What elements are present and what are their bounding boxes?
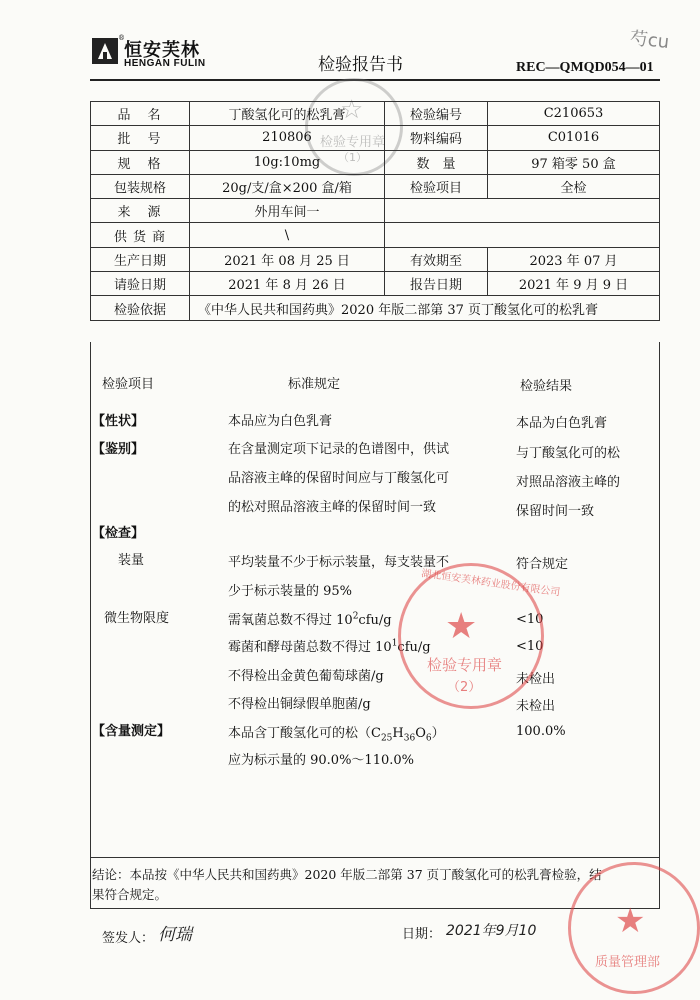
- assay-o: O: [415, 726, 426, 741]
- registered-mark: ®: [118, 34, 125, 42]
- micro-staph-result: 未检出: [516, 672, 556, 687]
- fill-standard-2: 少于标示装量的 95%: [228, 584, 353, 599]
- assay-sub-c: 25: [380, 733, 393, 744]
- row-product: [91, 102, 660, 126]
- conclusion-line-2: 果符合规定。: [92, 887, 168, 902]
- micro-aerobic-result: <10: [516, 612, 544, 627]
- row-mfg-date: [91, 247, 660, 271]
- quantity-label: 数 量: [385, 150, 488, 174]
- supplier-empty: [385, 223, 660, 247]
- identification-result-1: 与丁酸氢化可的松: [516, 446, 621, 461]
- micro-yeast-text: 霉菌和酵母菌总数不得过 10: [228, 640, 392, 655]
- micro-aerobic-exponent: 2: [352, 611, 359, 622]
- assay-result: 100.0%: [516, 724, 566, 739]
- document-title: 检验报告书: [318, 55, 403, 75]
- report-date-label: 报告日期: [385, 272, 488, 296]
- report-no-label: 检验编号: [385, 102, 488, 126]
- spec-value: 10g:10mg: [190, 150, 385, 174]
- request-date-label: 请验日期: [91, 272, 190, 296]
- basis-value: 《中华人民共和国药典》2020 年版二部第 37 页丁酸氢化可的松乳膏: [190, 296, 660, 320]
- gray-stamp-label: 检验专用章: [320, 135, 386, 150]
- gray-stamp-no: （1）: [338, 151, 367, 164]
- identification-result-3: 保留时间一致: [516, 504, 595, 519]
- source-label: 来 源: [91, 199, 190, 223]
- micro-aerobic-unit: cfu/g: [358, 613, 392, 628]
- issuer-signature: 何瑞: [158, 925, 192, 945]
- company-logo-icon: [92, 38, 118, 64]
- col-item-header: 检验项目: [102, 377, 155, 392]
- micro-yeast-exponent: 1: [391, 638, 398, 649]
- quantity-value: 97 箱零 50 盒: [488, 150, 660, 174]
- basis-label: 检验依据: [91, 296, 190, 320]
- micro-pseudo-result: 未检出: [516, 699, 556, 714]
- expiry-label: 有效期至: [385, 247, 488, 271]
- qa-stamp-company: 湖北恒安芙林药业股份有限公司: [420, 568, 561, 599]
- col-result-header: 检验结果: [520, 379, 573, 394]
- row-request-date: [91, 272, 660, 296]
- micro-label: 微生物限度: [104, 611, 170, 626]
- report-date-value: 2021 年 9 月 9 日: [488, 272, 660, 296]
- source-value: 外用车间一: [190, 199, 385, 223]
- conclusion-line-1: 结论：本品按《中华人民共和国药典》2020 年版二部第 37 页丁酸氢化可的松乳膏检验，结: [92, 867, 602, 882]
- qa-stamp-no: （2）: [447, 680, 482, 695]
- pack-label: 包装规格: [91, 174, 190, 198]
- request-date-value: 2021 年 8 月 26 日: [190, 272, 385, 296]
- supplier-value: \: [190, 223, 385, 247]
- date-label: 日期：: [402, 927, 442, 942]
- batch-label: 批 号: [91, 126, 190, 150]
- micro-staph-standard: 不得检出金黄色葡萄球菌/g: [228, 669, 384, 684]
- assay-label: 【含量测定】: [92, 724, 171, 739]
- row-source: [91, 199, 660, 223]
- micro-yeast-result: <10: [516, 639, 544, 654]
- micro-yeast-unit: cfu/g: [397, 640, 431, 655]
- micro-pseudo-standard: 不得检出铜绿假单胞菌/g: [228, 697, 371, 712]
- col-standard-header: 标准规定: [288, 377, 341, 392]
- batch-value: 210806: [190, 126, 385, 150]
- appearance-standard: 本品应为白色乳膏: [228, 414, 333, 429]
- quality-stamp-label: 质量管理部: [595, 955, 661, 970]
- appearance-result: 本品为白色乳膏: [516, 416, 608, 431]
- check-label: 【检查】: [92, 526, 145, 541]
- company-name-cn: 恒安芙林: [124, 40, 200, 61]
- spec-label: 规 格: [91, 150, 190, 174]
- date-signature: 2021年9月10: [446, 923, 537, 939]
- test-item-value: 全检: [488, 174, 660, 198]
- mfg-date-value: 2021 年 08 月 25 日: [190, 247, 385, 271]
- fill-label: 装量: [118, 553, 145, 568]
- gray-stamp-star-icon: ☆: [340, 95, 364, 125]
- micro-aerobic-text: 需氧菌总数不得过 10: [228, 613, 353, 628]
- identification-standard-1: 在含量测定项下记录的色谱图中，供试: [228, 442, 450, 457]
- row-supplier: [91, 223, 660, 247]
- company-name-en: HENGAN FULIN: [124, 58, 206, 69]
- report-no-value: C210653: [488, 102, 660, 126]
- material-code-label: 物料编码: [385, 126, 488, 150]
- identification-label: 【鉴别】: [92, 442, 145, 457]
- fill-result: 符合规定: [516, 557, 569, 572]
- issuer-label: 签发人：: [102, 931, 155, 946]
- supplier-label: 供 货 商: [91, 223, 190, 247]
- row-batch: [91, 126, 660, 150]
- appearance-label: 【性状】: [92, 414, 145, 429]
- quality-stamp-star-icon: ★: [615, 901, 646, 941]
- assay-h: H: [392, 726, 404, 741]
- quality-department-seal: [568, 862, 700, 994]
- row-spec: [91, 150, 660, 174]
- row-basis: [91, 296, 660, 320]
- assay-sub-o: 6: [425, 733, 432, 744]
- fill-standard-1: 平均装量不少于标示装量，每支装量不: [228, 555, 450, 570]
- header-rule: [90, 79, 660, 81]
- info-table: [90, 101, 660, 321]
- qa-stamp-star-icon: ★: [445, 606, 478, 647]
- assay-close: ）: [431, 726, 445, 741]
- material-code-value: C01016: [488, 126, 660, 150]
- micro-aerobic-standard: [228, 609, 392, 628]
- assay-standard-1: [228, 722, 445, 744]
- product-value: 丁酸氢化可的松乳膏: [190, 102, 385, 126]
- identification-standard-3: 的松对照品溶液主峰的保留时间一致: [228, 500, 437, 515]
- qa-stamp-label: 检验专用章: [427, 656, 503, 674]
- corner-handwritten-note: 芍cu: [628, 27, 671, 53]
- test-item-label: 检验项目: [385, 174, 488, 198]
- expiry-value: 2023 年 07 月: [488, 247, 660, 271]
- product-label: 品 名: [91, 102, 190, 126]
- identification-result-2: 对照品溶液主峰的: [516, 475, 621, 490]
- pack-value: 20g/支/盒×200 盒/箱: [190, 174, 385, 198]
- document-code: REC—QMQD054—01: [516, 60, 654, 75]
- row-pack: [91, 174, 660, 198]
- assay-standard-2: 应为标示量的 90.0%～110.0%: [228, 753, 414, 768]
- source-empty: [385, 199, 660, 223]
- identification-standard-2: 品溶液主峰的保留时间应与丁酸氢化可: [228, 471, 450, 486]
- mfg-date-label: 生产日期: [91, 247, 190, 271]
- assay-sub-h: 36: [403, 733, 416, 744]
- assay-text: 本品含丁酸氢化可的松（C: [228, 726, 381, 741]
